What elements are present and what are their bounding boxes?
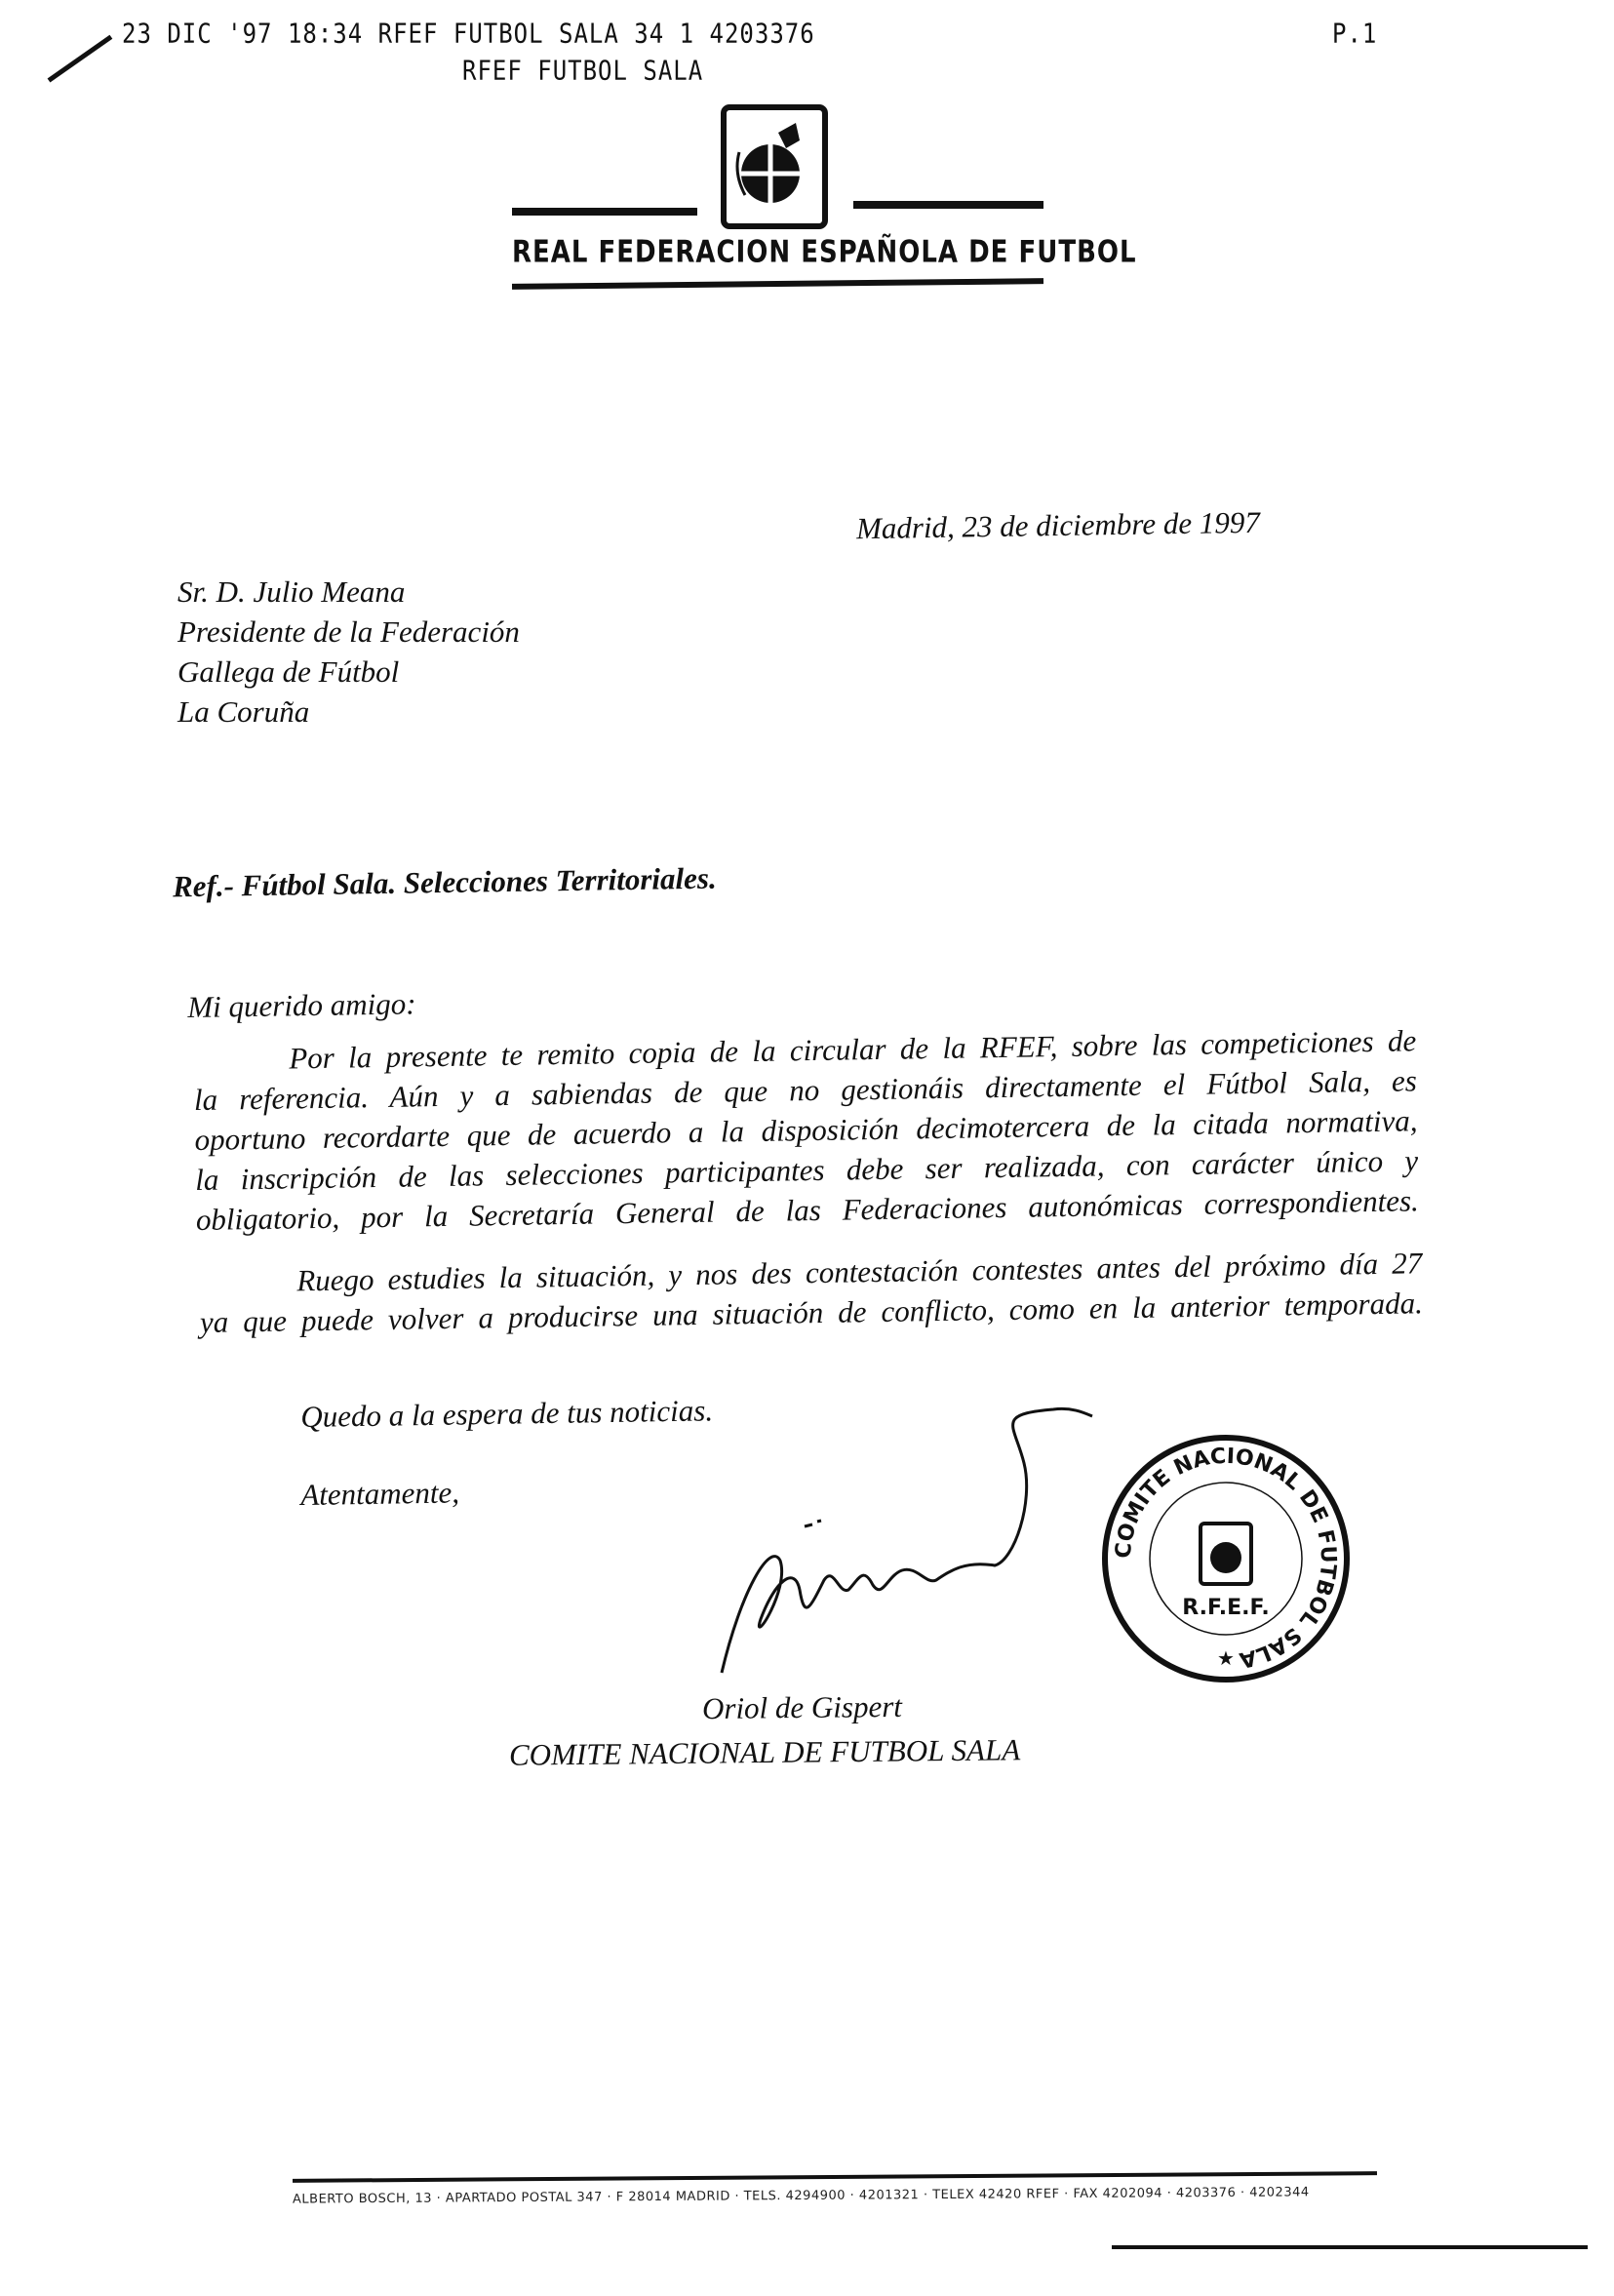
paragraph-line: ya que puede volver a producirse una situación de conflicto, como en la anterior temporada. <box>199 1286 1424 1339</box>
fax-sender-line: RFEF FUTBOL SALA <box>462 55 704 87</box>
fax-page-number: P.1 <box>1332 18 1378 50</box>
pen-mark <box>48 35 113 83</box>
handwritten-signature <box>702 1395 1112 1687</box>
closing-regards: Atentamente, <box>300 1475 460 1512</box>
recipient-line: La Coruña <box>177 694 310 729</box>
letterhead-rule-left <box>512 208 697 216</box>
reference-line: Ref.- Fútbol Sala. Selecciones Territoriales. <box>172 860 717 904</box>
salutation: Mi querido amigo: <box>187 986 416 1024</box>
stamp-initials: R.F.E.F. <box>1182 1596 1270 1620</box>
paragraph-line: la referencia. Aún y a sabiendas de que no gestionáis directamente el Fútbol Sala, es <box>193 1063 1418 1117</box>
closing-line: Quedo a la espera de tus noticias. <box>300 1393 714 1434</box>
signatory-title: COMITE NACIONAL DE FUTBOL SALA <box>508 1732 1021 1772</box>
recipient-address <box>177 572 520 732</box>
paragraph-1 <box>193 1020 1419 1240</box>
stamp-star-icon: ★ <box>1217 1648 1235 1670</box>
recipient-line: Presidente de la Federación <box>177 614 520 649</box>
fax-header-line: 23 DIC '97 18:34 RFEF FUTBOL SALA 34 1 4203376 <box>122 18 815 50</box>
stamp-ring-text: COMITE NACIONAL DE FUTBOL SALA <box>1111 1444 1341 1673</box>
footer-rule <box>293 2171 1377 2183</box>
paragraph-line: oportuno recordarte que de acuerdo a la disposición decimotercera de la citada normativa, <box>194 1103 1418 1157</box>
footer-edge-mark <box>1112 2245 1588 2249</box>
rfef-crest-icon <box>720 103 829 230</box>
paragraph-line: Ruego estudies la situación, y nos des contestación contestes antes del próximo día 27 <box>296 1246 1423 1298</box>
footer-address: ALBERTO BOSCH, 13 · APARTADO POSTAL 347 · F 28014 MADRID · TELS. 4294900 · 4201321 · TELEX 42420 RFEF · FAX 4202094 · 4203376 · 4202344 <box>292 2185 1310 2207</box>
paragraph-line: obligatorio, por la Secretaría General de las Federaciones autonómicas correspondientes. <box>195 1183 1420 1237</box>
recipient-line: Sr. D. Julio Meana <box>177 574 406 609</box>
letterhead-organization: REAL FEDERACION ESPAÑOLA DE FUTBOL <box>512 235 1137 270</box>
signatory-name: Oriol de Gispert <box>701 1688 903 1726</box>
paragraph-2 <box>199 1243 1423 1342</box>
paragraph-line: Por la presente te remito copia de la circular de la RFEF, sobre las competiciones de <box>289 1023 1417 1076</box>
committee-stamp <box>1098 1431 1354 1686</box>
date-line: Madrid, 23 de diciembre de 1997 <box>855 504 1261 546</box>
recipient-line: Gallega de Fútbol <box>177 654 400 689</box>
letterhead-rule-bottom <box>512 278 1043 290</box>
paragraph-line: la inscripción de las selecciones participantes debe ser realizada, con carácter único y <box>194 1143 1419 1197</box>
letterhead-rule-right <box>853 201 1043 209</box>
